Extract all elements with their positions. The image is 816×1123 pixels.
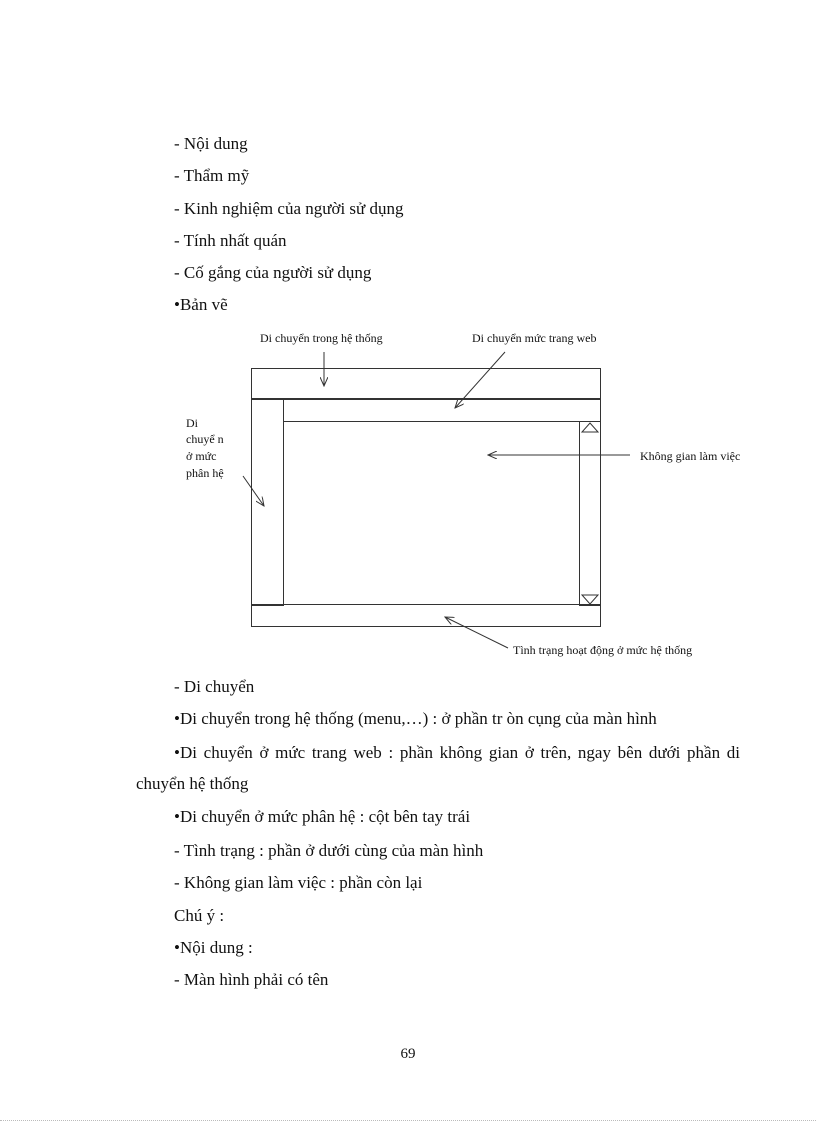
- scroll-up-icon: [582, 423, 598, 432]
- arrow-status: [445, 617, 508, 648]
- list-item-content: - Nội dung: [174, 134, 248, 153]
- list-item-effort: - Cố gắng của người sử dụng: [174, 263, 372, 282]
- label-status: Tình trạng hoạt động ở mức hệ thống: [513, 643, 693, 657]
- scroll-down-icon: [582, 595, 598, 604]
- note-heading: Chú ý :: [174, 906, 225, 925]
- label-nav-module-3: ở mức: [186, 449, 217, 463]
- list-item-status: - Tình trạng : phần ở dưới cùng của màn hình: [174, 841, 484, 860]
- list-item-system-nav: •Di chuyển trong hệ thống (menu,…) : ở phần tr òn cụng của màn hình: [174, 709, 657, 728]
- arrow-web-nav: [455, 352, 505, 408]
- label-workspace: Không gian làm việc: [640, 449, 741, 463]
- list-item-aesthetics: - Thẩm mỹ: [174, 166, 250, 185]
- label-nav-web: Di chuyển mức trang web: [472, 331, 597, 345]
- list-item-workspace: - Không gian làm việc : phần còn lại: [174, 873, 423, 892]
- label-nav-system: Di chuyển trong hệ thống: [260, 331, 383, 345]
- label-nav-module-4: phân hệ: [186, 466, 224, 480]
- list-item-screen-name: - Màn hình phải có tên: [174, 970, 329, 989]
- list-item-navigation: - Di chuyển: [174, 677, 255, 696]
- list-item-drawing: •Bản vẽ: [174, 295, 228, 314]
- page-bottom-border: [0, 1120, 816, 1121]
- list-item-content-note: •Nội dung :: [174, 938, 253, 957]
- list-item-consistency: - Tính nhất quán: [174, 231, 287, 250]
- paragraph-web-nav: •Di chuyển ở mức trang web : phần không gian ở trên, ngay bên dưới phần di chuyển hệ thống: [136, 743, 740, 793]
- list-item-experience: - Kinh nghiệm của người sử dụng: [174, 199, 404, 218]
- list-item-module-nav: •Di chuyển ở mức phân hệ : cột bên tay trái: [174, 807, 471, 826]
- arrow-module-nav: [243, 476, 264, 506]
- label-nav-module-1: Di: [186, 416, 198, 430]
- label-nav-module-2: chuyể n: [186, 432, 224, 446]
- page-number: 69: [400, 1046, 416, 1062]
